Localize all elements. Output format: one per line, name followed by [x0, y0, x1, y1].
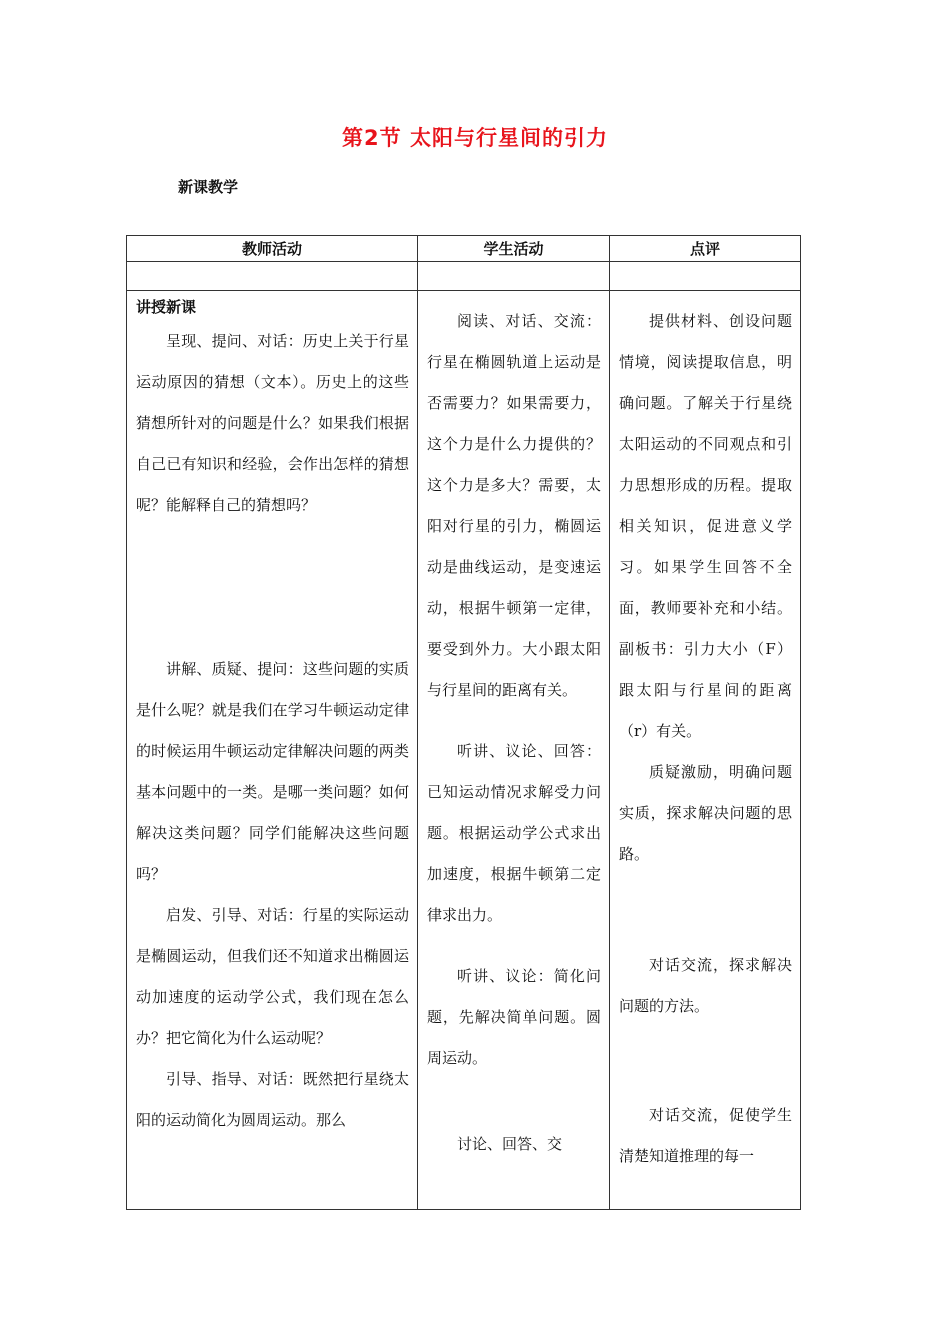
comment-paragraph: 质疑激励，明确问题实质，探求解决问题的思路。 [619, 763, 792, 863]
student-paragraph: 讨论、回答、交 [457, 1135, 563, 1153]
teacher-paragraph: 引导、指导、对话：既然把行星绕太阳的运动简化为圆周运动。那么 [136, 1070, 409, 1129]
header-student-activity: 学生活动 [418, 236, 610, 262]
empty-cell [610, 262, 801, 291]
header-comment: 点评 [610, 236, 801, 262]
empty-cell [127, 262, 418, 291]
teacher-paragraph: 呈现、提问、对话：历史上关于行星运动原因的猜想（文本）。历史上的这些猜想所针对的问题是什么？如果我们根据自己已有知识和经验，会作出怎样的猜想呢？能解释自己的猜想吗？ [136, 332, 409, 514]
comment-cell [610, 291, 801, 1210]
table-empty-row [127, 262, 801, 291]
empty-cell [418, 262, 610, 291]
comment-paragraph: 对话交流，促使学生清楚知道推理的每一 [619, 1106, 792, 1165]
student-paragraph: 听讲、议论、回答：已知运动情况求解受力问题。根据运动学公式求出加速度，根据牛顿第二定律求出力。 [427, 742, 601, 924]
table-header-row [127, 236, 801, 262]
comment-paragraph: 提供材料、创设问题情境，阅读提取信息，明确问题。了解关于行星绕太阳运动的不同观点和引力思想形成的历程。提取相关知识，促进意义学习。如果学生回答不全面，教师要补充和小结。副板书：引力大小（F）跟太阳与行星间的距离（r）有关。 [619, 312, 792, 740]
student-paragraph: 阅读、对话、交流：行星在椭圆轨道上运动是否需要力？如果需要力，这个力是什么力提供的？这个力是多大？需要，太阳对行星的引力，椭圆运动是曲线运动，是变速运动，根据牛顿第一定律，要受到外力。大小跟太阳与行星间的距离有关。 [427, 312, 601, 699]
comment-paragraph: 对话交流，探求解决问题的方法。 [619, 956, 792, 1015]
teacher-paragraph: 讲解、质疑、提问：这些问题的实质是什么呢？就是我们在学习牛顿运动定律的时候运用牛顿运动定律解决问题的两类基本问题中的一类。是哪一类问题？如何解决这类问题？同学们能解决这些问题吗？ [136, 660, 409, 883]
teacher-heading: 讲授新课 [136, 298, 197, 316]
lesson-table [126, 235, 801, 1210]
page-title: 第2节 太阳与行星间的引力 [342, 126, 608, 150]
header-teacher-activity: 教师活动 [127, 236, 418, 262]
teacher-activity-cell [127, 291, 418, 1210]
table-content-row [127, 291, 801, 1210]
student-activity-cell [418, 291, 610, 1210]
student-paragraph: 听讲、议论：简化问题，先解决简单问题。圆周运动。 [427, 967, 601, 1067]
teacher-paragraph: 启发、引导、对话：行星的实际运动是椭圆运动，但我们还不知道求出椭圆运动加速度的运动学公式，我们现在怎么办？把它简化为什么运动呢？ [136, 906, 409, 1047]
section-subtitle: 新课教学 [178, 178, 239, 196]
